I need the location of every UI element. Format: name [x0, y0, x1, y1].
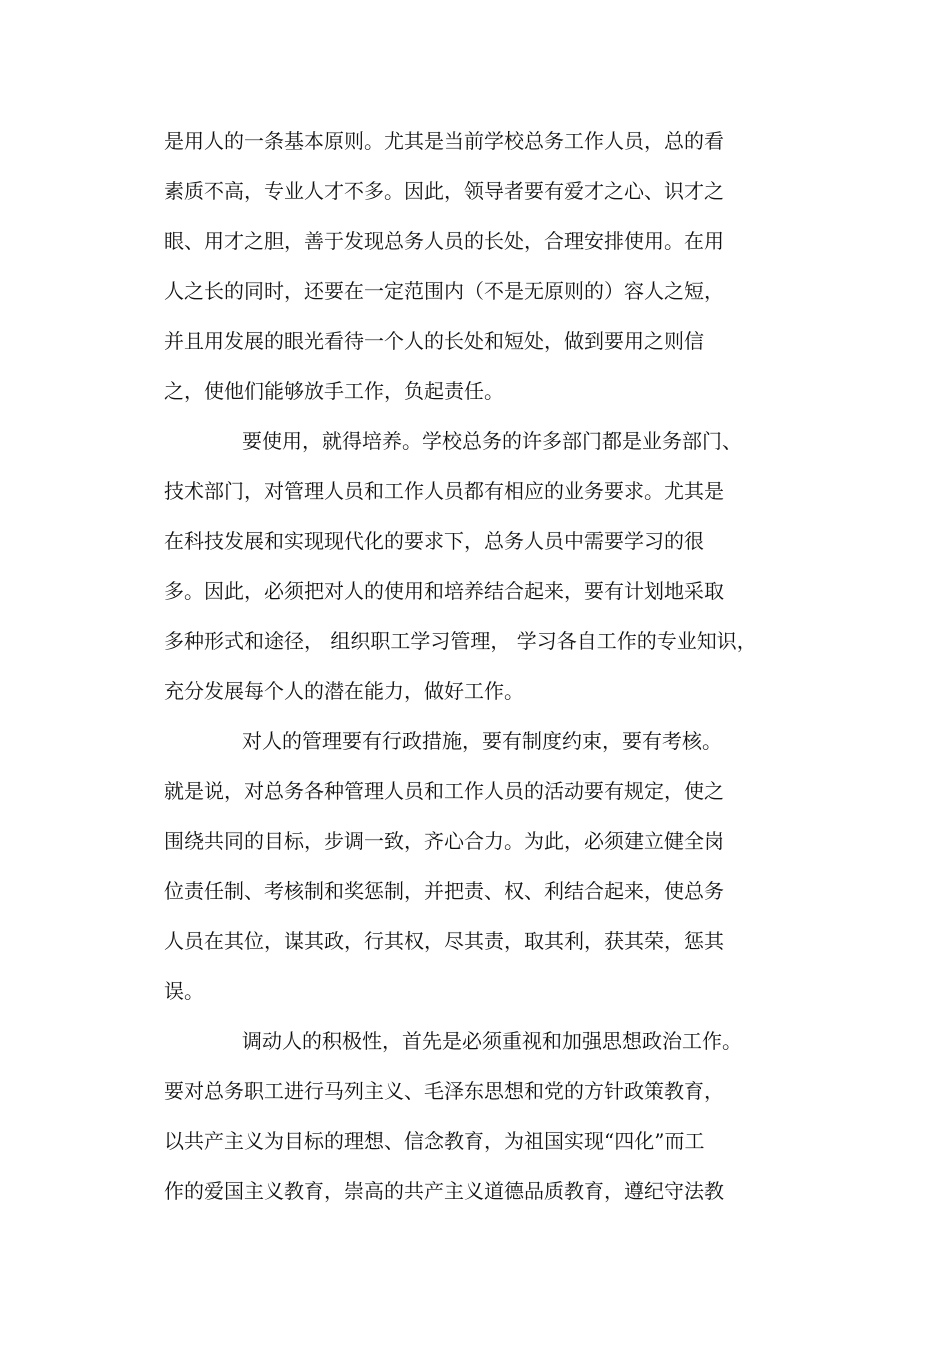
paragraph-first-line: 要使用，就得培养。学校总务的许多部门都是业务部门、: [242, 429, 742, 453]
text-line: 人员在其位，谋其政，行其权，尽其责，取其利，获其荣，惩其: [164, 929, 724, 953]
text-line: 要对总务职工进行马列主义、毛泽东思想和党的方针政策教育，: [164, 1079, 724, 1103]
text-line: 就是说，对总务各种管理人员和工作人员的活动要有规定，使之: [164, 779, 724, 803]
text-line: 充分发展每个人的潜在能力，做好工作。: [164, 679, 524, 703]
text-line: 是用人的一条基本原则。尤其是当前学校总务工作人员，总的看: [164, 129, 724, 153]
text-line: 多种形式和途径， 组织职工学习管理， 学习各自工作的专业知识，: [164, 629, 757, 653]
paragraph-first-line: 对人的管理要有行政措施，要有制度约束，要有考核。: [242, 729, 722, 753]
text-line: 位责任制、考核制和奖惩制，并把责、权、利结合起来，使总务: [164, 879, 724, 903]
text-line: 在科技发展和实现现代化的要求下，总务人员中需要学习的很: [164, 529, 704, 553]
text-line: 之，使他们能够放手工作，负起责任。: [164, 379, 504, 403]
text-line: 眼、用才之胆，善于发现总务人员的长处，合理安排使用。在用: [164, 229, 724, 253]
text-line: 误。: [164, 979, 204, 1003]
text-line: 人之长的同时，还要在一定范围内（不是无原则的）容人之短，: [164, 279, 724, 303]
text-line: 技术部门，对管理人员和工作人员都有相应的业务要求。尤其是: [164, 479, 724, 503]
paragraph-first-line: 调动人的积极性，首先是必须重视和加强思想政治工作。: [242, 1029, 742, 1053]
text-line: 多。因此，必须把对人的使用和培养结合起来，要有计划地采取: [164, 579, 724, 603]
text-line: 围绕共同的目标，步调一致，齐心合力。为此，必须建立健全岗: [164, 829, 724, 853]
text-line: 素质不高，专业人才不多。因此，领导者要有爱才之心、识才之: [164, 179, 724, 203]
text-line: 以共产主义为目标的理想、信念教育，为祖国实现“四化”而工: [164, 1129, 705, 1153]
text-line: 并且用发展的眼光看待一个人的长处和短处，做到要用之则信: [164, 329, 704, 353]
text-line: 作的爱国主义教育，崇高的共产主义道德品质教育，遵纪守法教: [164, 1179, 724, 1203]
